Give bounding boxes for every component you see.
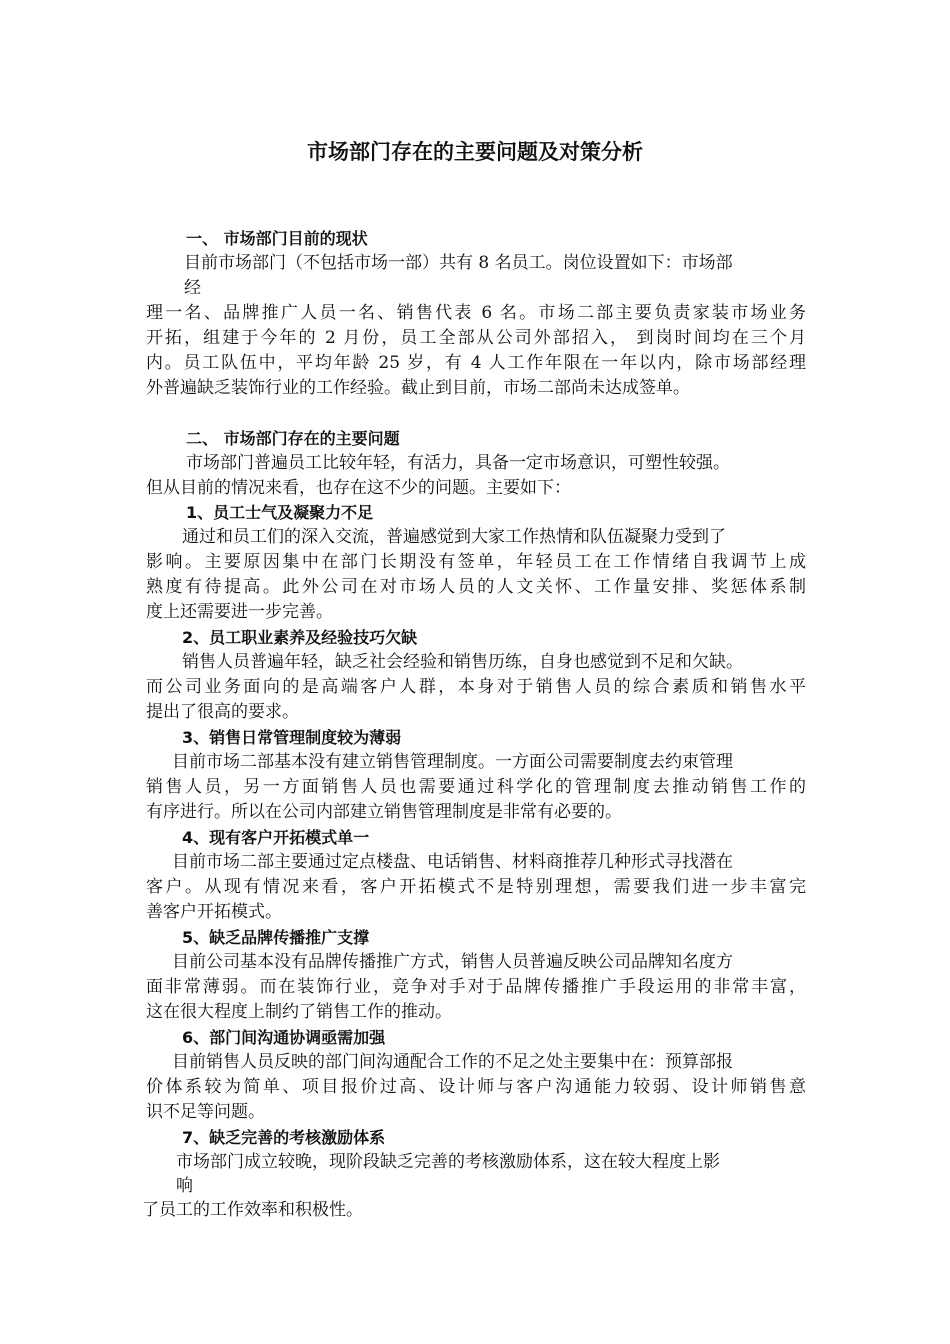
issue-5-line: 面非常薄弱。而在装饰行业，竞争对手对于品牌传播推广手段运用的非常丰富， xyxy=(146,977,806,997)
issue-7-line: 市场部门成立较晚，现阶段缺乏完善的考核激励体系，这在较大程度上影 xyxy=(176,1152,720,1172)
issue-1-line: 影响。主要原因集中在部门长期没有签单，年轻员工在工作情绪自我调节上成 xyxy=(146,552,806,572)
section-2-intro-line: 市场部门普遍员工比较年轻，有活力，具备一定市场意识，可塑性较强。 xyxy=(186,453,730,473)
section-1-line: 内。员工队伍中，平均年龄 25 岁，有 4 人工作年限在一年以内，除市场部经理 xyxy=(146,353,806,373)
issue-1-heading: 1、员工士气及凝聚力不足 xyxy=(186,503,374,522)
issue-7-line: 响 xyxy=(176,1176,193,1196)
issue-4-line: 客户。从现有情况来看，客户开拓模式不是特别理想，需要我们进一步丰富完 xyxy=(146,877,806,897)
section-1-line: 理一名、品牌推广人员一名、销售代表 6 名。市场二部主要负责家装市场业务 xyxy=(146,303,806,323)
section-2-heading: 二、 市场部门存在的主要问题 xyxy=(186,429,400,448)
issue-4-line: 目前市场二部主要通过定点楼盘、电话销售、材料商推荐几种形式寻找潜在 xyxy=(172,852,733,872)
issue-3-line: 销售人员，另一方面销售人员也需要通过科学化的管理制度去推动销售工作的 xyxy=(146,777,806,797)
issue-4-line: 善客户开拓模式。 xyxy=(146,902,282,922)
issue-2-line: 而公司业务面向的是高端客户人群，本身对于销售人员的综合素质和销售水平 xyxy=(146,677,806,697)
issue-3-heading: 3、销售日常管理制度较为薄弱 xyxy=(182,728,402,747)
issue-1-line: 度上还需要进一步完善。 xyxy=(146,602,333,622)
issue-3-line: 目前市场二部基本没有建立销售管理制度。一方面公司需要制度去约束管理 xyxy=(172,752,733,772)
issue-1-line: 熟度有待提高。此外公司在对市场人员的人文关怀、工作量安排、奖惩体系制 xyxy=(146,577,806,597)
issue-2-line: 提出了很高的要求。 xyxy=(146,702,299,722)
issue-2-line: 销售人员普遍年轻，缺乏社会经验和销售历练，自身也感觉到不足和欠缺。 xyxy=(182,652,743,672)
section-1-line: 外普遍缺乏装饰行业的工作经验。截止到目前，市场二部尚未达成签单。 xyxy=(146,378,690,398)
issue-5-line: 目前公司基本没有品牌传播推广方式，销售人员普遍反映公司品牌知名度方 xyxy=(172,952,733,972)
issue-7-line: 了员工的工作效率和积极性。 xyxy=(142,1200,363,1220)
issue-7-heading: 7、缺乏完善的考核激励体系 xyxy=(182,1128,386,1147)
issue-5-line: 这在很大程度上制约了销售工作的推动。 xyxy=(146,1002,452,1022)
section-1-line: 目前市场部门（不包括市场一部）共有 8 名员工。岗位设置如下：市场部 xyxy=(184,253,733,273)
section-1-line: 经 xyxy=(184,278,201,298)
issue-6-line: 目前销售人员反映的部门间沟通配合工作的不足之处主要集中在：预算部报 xyxy=(172,1052,733,1072)
issue-2-heading: 2、员工职业素养及经验技巧欠缺 xyxy=(182,628,418,647)
issue-1-line: 通过和员工们的深入交流，普遍感觉到大家工作热情和队伍凝聚力受到了 xyxy=(182,527,726,547)
section-1-line: 开拓，组建于今年的 2 月份，员工全部从公司外部招入， 到岗时间均在三个月 xyxy=(146,328,806,348)
issue-6-heading: 6、部门间沟通协调亟需加强 xyxy=(182,1028,386,1047)
section-2-intro-line: 但从目前的情况来看，也存在这不少的问题。主要如下： xyxy=(146,478,571,498)
issue-6-line: 识不足等问题。 xyxy=(146,1102,265,1122)
issue-4-heading: 4、现有客户开拓模式单一 xyxy=(182,828,370,847)
section-1-heading: 一、 市场部门目前的现状 xyxy=(186,229,368,248)
issue-3-line: 有序进行。所以在公司内部建立销售管理制度是非常有必要的。 xyxy=(146,802,622,822)
document-title: 市场部门存在的主要问题及对策分析 xyxy=(307,140,643,164)
issue-6-line: 价体系较为简单、项目报价过高、设计师与客户沟通能力较弱、设计师销售意 xyxy=(146,1077,806,1097)
issue-5-heading: 5、缺乏品牌传播推广支撑 xyxy=(182,928,370,947)
